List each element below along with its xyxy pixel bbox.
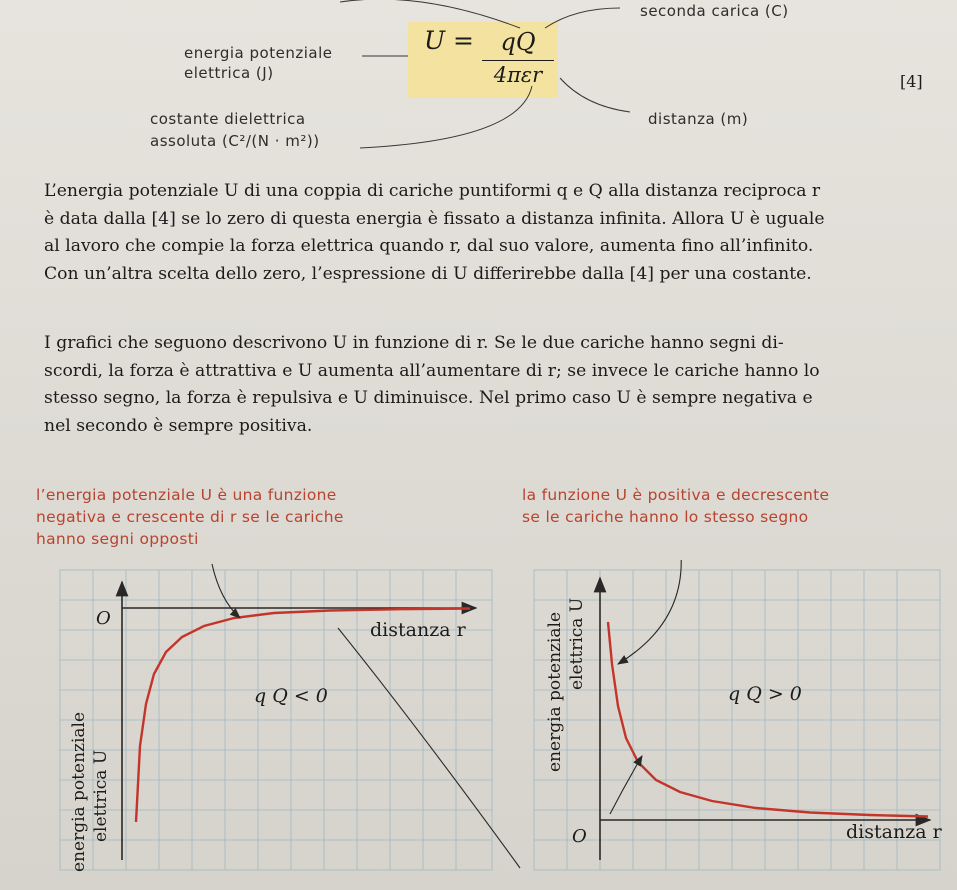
right-y-label-2: elettrica U [567,597,587,690]
equation-number: [4] [900,72,923,91]
caption-left [36,484,344,550]
caption-line: se le cariche hanno lo stesso segno [522,508,809,526]
paragraph-line: scordi, la forza è attrattiva e U aumenta all’aumentare di r; se invece le cariche hanno lo [44,360,820,381]
caption-line: la funzione U è positiva e decrescente [522,486,830,504]
left-graph-grid [60,570,492,870]
formula-lhs: U = [424,26,474,55]
caption-line: negativa e crescente di r se le cariche [36,508,344,526]
paragraph-2 [44,330,820,440]
annotation-potential-energy-2: elettrica (J) [184,64,274,82]
right-caption-pointer [618,560,681,664]
paragraph-line: nel secondo è sempre positiva. [44,415,313,436]
caption-line: hanno segni opposti [36,530,199,548]
graphs-panel [0,560,957,890]
annotation-potential-energy-1: energia potenziale [184,44,333,62]
annotation-distance: distanza (m) [648,110,749,128]
left-condition: q Q < 0 [254,685,328,707]
annotation-permittivity-2: assoluta (C²/(N · m²)) [150,132,320,150]
paragraph-1 [44,178,825,288]
right-energy-curve [608,622,928,817]
caption-line: l’energia potenziale U è una funzione [36,486,337,504]
paragraph-line: Con un’altra scelta dello zero, l’espressione di U differirebbe dalla [4] per una costante. [44,263,812,284]
right-condition: q Q > 0 [728,683,802,705]
right-small-pointer [610,756,642,814]
right-origin-label: O [572,826,587,847]
formula-denominator: 4πεr [493,63,543,87]
left-x-label: distanza r [370,619,466,641]
right-x-label: distanza r [846,821,942,843]
caption-right [522,484,829,528]
paragraph-line: stesso segno, la forza è repulsiva e U diminuisce. Nel primo caso U è sempre negativa e [44,388,813,408]
paragraph-line: I grafici che seguono descrivono U in funzione di r. Se le due cariche hanno segni di- [44,333,784,353]
paragraph-line: al lavoro che compie la forza elettrica quando r, dal suo valore, aumenta fino all’infinito. [44,236,814,256]
annotation-lines [0,0,957,160]
annotation-permittivity-1: costante dielettrica [150,110,306,128]
paragraph-line: L’energia potenziale U di una coppia di cariche puntiformi q e Q alla distanza reciproca r [44,181,821,201]
paragraph-line: è data dalla [4] se lo zero di questa energia è fissato a distanza infinita. Allora U è uguale [44,208,825,229]
left-caption-pointer [212,564,240,618]
formula-numerator: qQ [500,28,536,56]
left-y-label-2: elettrica U [91,749,111,842]
left-y-label-1: energia potenziale [69,711,89,872]
left-big-pointer [338,628,520,868]
annotation-second-charge: seconda carica (C) [640,2,789,20]
right-y-label-1: energia potenziale [545,611,565,772]
left-origin-label: O [96,608,111,629]
